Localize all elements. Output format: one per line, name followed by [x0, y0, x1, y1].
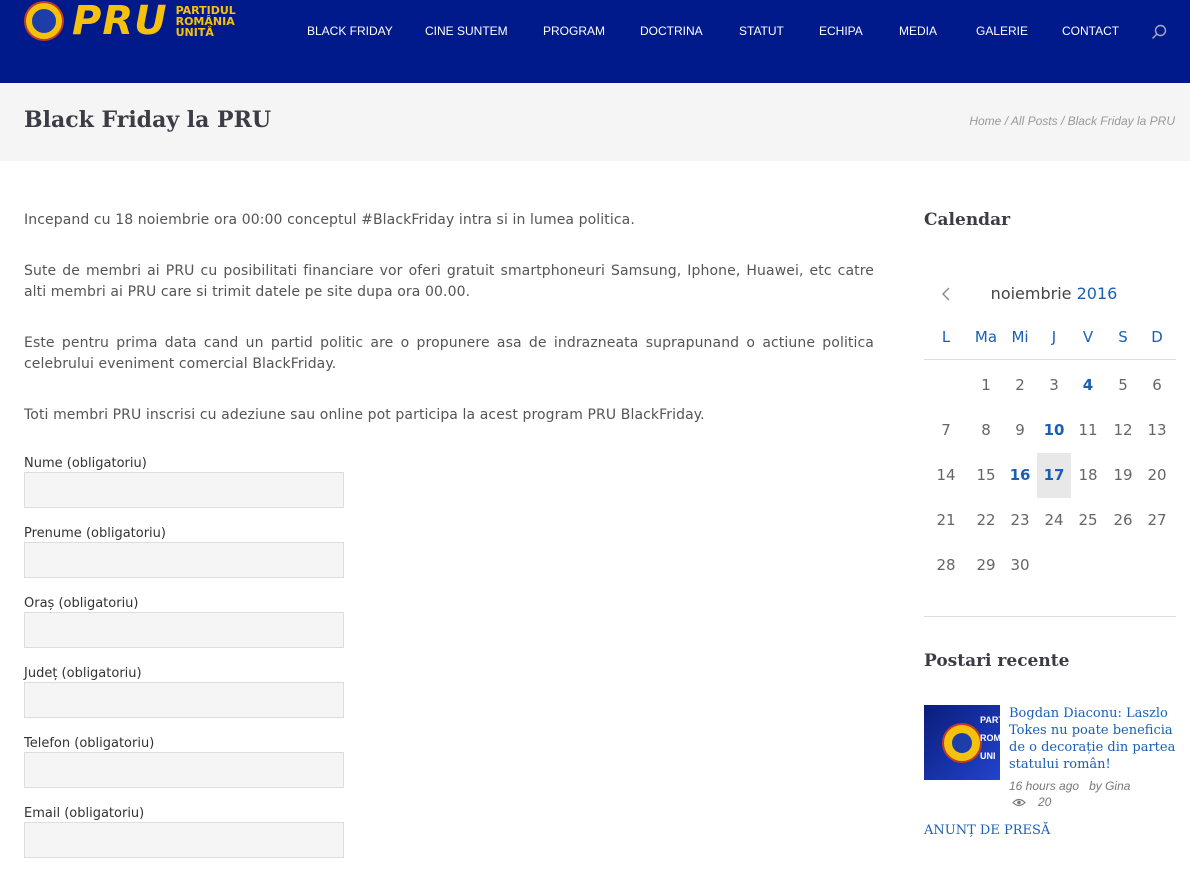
calendar-day: 12 — [1113, 421, 1133, 439]
nav-item-echipa[interactable]: ECHIPA — [819, 24, 863, 38]
form-row-judet — [24, 665, 354, 735]
telefon-label: Telefon (obligatoriu) — [24, 736, 155, 751]
judet-label: Județ (obligatoriu) — [24, 666, 142, 681]
prenume-label: Prenume (obligatoriu) — [24, 526, 166, 541]
calendar-year: 2016 — [1076, 284, 1118, 303]
article-paragraph: Toti membri PRU inscrisi cu adeziune sau online pot participa la acest program PRU BlackFriday. — [24, 407, 705, 423]
nav-item-doctrina[interactable]: DOCTRINA — [640, 24, 703, 38]
party-emblem-icon — [942, 723, 982, 763]
post-author: by Gina — [1089, 779, 1131, 793]
calendar-day: 26 — [1113, 511, 1133, 529]
category-link[interactable]: ANUNȚ DE PRESĂ — [924, 823, 1051, 838]
divider — [924, 616, 1176, 617]
search-icon[interactable] — [1151, 24, 1167, 40]
nav-item-galerie[interactable]: GALERIE — [976, 24, 1029, 38]
nav-item-media[interactable]: MEDIA — [899, 24, 938, 38]
calendar-day-name: Mi — [1011, 328, 1029, 346]
calendar-day: 14 — [936, 466, 956, 484]
signup-form — [24, 455, 354, 875]
breadcrumb-current: Black Friday la PRU — [1067, 114, 1175, 128]
post-thumbnail[interactable] — [924, 705, 1008, 780]
recent-posts-title: Postari recente — [924, 651, 1070, 671]
post-view-count: 20 — [1038, 795, 1052, 809]
nav-item-program[interactable]: PROGRAM — [543, 24, 606, 38]
calendar-day: 30 — [1010, 556, 1030, 574]
form-row-nume — [24, 455, 354, 525]
calendar-day: 24 — [1044, 511, 1064, 529]
article-paragraph: Incepand cu 18 noiembrie ora 00:00 conceptul #BlackFriday intra si in lumea politica. — [24, 212, 635, 228]
calendar-day[interactable]: 10 — [1043, 421, 1065, 439]
calendar-day: 11 — [1078, 421, 1098, 439]
calendar-day-name: V — [1082, 328, 1094, 346]
calendar-day[interactable]: 16 — [1009, 466, 1031, 484]
calendar-day: 15 — [976, 466, 996, 484]
calendar-day-name: L — [941, 328, 951, 346]
calendar-day[interactable]: 4 — [1082, 376, 1094, 394]
sidebar — [924, 210, 1176, 838]
thumbnail-text: PARTI ROMÂ UNI — [980, 715, 1008, 761]
calendar-day: 8 — [981, 421, 991, 439]
calendar-day-name: Ma — [974, 328, 998, 346]
main-nav — [0, 24, 1190, 40]
post-views — [1012, 795, 1051, 809]
calendar-widget-title: Calendar — [924, 210, 1011, 230]
calendar-day[interactable]: 17 — [1037, 453, 1071, 498]
calendar-month: noiembrie — [990, 284, 1072, 303]
form-row-telefon — [24, 735, 354, 805]
email-input[interactable] — [24, 822, 344, 858]
eye-icon — [1012, 798, 1026, 807]
calendar-day-name: S — [1118, 328, 1128, 346]
calendar-day: 7 — [941, 421, 951, 439]
calendar-day: 22 — [976, 511, 996, 529]
nume-input[interactable] — [24, 472, 344, 508]
post-meta — [1009, 779, 1130, 793]
oras-label: Oraș (obligatoriu) — [24, 596, 139, 611]
calendar-day: 25 — [1078, 511, 1098, 529]
nav-item-cine-suntem[interactable]: CINE SUNTEM — [425, 24, 508, 38]
calendar-day-names — [924, 328, 1176, 360]
calendar-day: 28 — [936, 556, 956, 574]
calendar-day: 9 — [1015, 421, 1025, 439]
calendar-day: 27 — [1147, 511, 1167, 529]
form-row-oras — [24, 595, 354, 665]
calendar-day: 13 — [1147, 421, 1167, 439]
calendar-day: 3 — [1049, 376, 1059, 394]
article-paragraph: Sute de membri ai PRU cu posibilitati financiare vor oferi gratuit smartphoneuri Samsung, Iphone, Huawei, etc catre alti membri ai PRU care si trimit datele pe site dupa ora 00.00. — [24, 263, 874, 300]
breadcrumb-home[interactable]: Home — [969, 114, 1002, 128]
form-row-email — [24, 805, 354, 875]
nav-item-black-friday[interactable]: BLACK FRIDAY — [307, 24, 393, 38]
form-row-prenume — [24, 525, 354, 595]
calendar-day: 21 — [936, 511, 956, 529]
calendar-day-name: D — [1151, 328, 1163, 346]
nume-label: Nume (obligatoriu) — [24, 456, 147, 471]
calendar-day: 29 — [976, 556, 996, 574]
calendar-day: 1 — [981, 376, 991, 394]
calendar-day: 2 — [1015, 376, 1025, 394]
article-paragraph: Este pentru prima data cand un partid politic are o propunere asa de indrazneata suprapunand o actiune politica celebrului eveniment comercial BlackFriday. — [24, 335, 874, 372]
nav-item-statut[interactable]: STATUT — [739, 24, 784, 38]
calendar-day: 18 — [1078, 466, 1098, 484]
oras-input[interactable] — [24, 612, 344, 648]
nav-item-contact[interactable]: CONTACT — [1062, 24, 1120, 38]
calendar-day: 5 — [1118, 376, 1128, 394]
page-title: Black Friday la PRU — [24, 107, 272, 133]
prenume-input[interactable] — [24, 542, 344, 578]
breadcrumb: Home / All Posts / Black Friday la PRU — [969, 114, 1175, 128]
recent-post-item — [924, 705, 1176, 809]
recent-post-link[interactable]: Bogdan Diaconu: Laszlo Tokes nu poate beneficia de o decorație din partea statului român! — [1009, 706, 1176, 772]
page-title-bar — [0, 83, 1190, 161]
calendar-day: 23 — [1010, 511, 1030, 529]
site-header — [0, 0, 1190, 83]
post-time: 16 hours ago — [1009, 779, 1080, 793]
judet-input[interactable] — [24, 682, 344, 718]
breadcrumb-all-posts[interactable]: All Posts — [1010, 114, 1058, 128]
calendar-day-name: J — [1051, 328, 1057, 346]
calendar-day: 6 — [1152, 376, 1162, 394]
email-label: Email (obligatoriu) — [24, 806, 145, 821]
calendar-day: 20 — [1147, 466, 1167, 484]
calendar-day: 19 — [1113, 466, 1133, 484]
calendar-header — [924, 284, 1176, 308]
calendar-month-label — [924, 284, 1184, 303]
logo-text: PRU — [72, 0, 168, 44]
article-body — [24, 210, 874, 456]
logo-subtitle: PARTIDUL ROMÂNIA UNITĂ — [175, 3, 236, 39]
telefon-input[interactable] — [24, 752, 344, 788]
